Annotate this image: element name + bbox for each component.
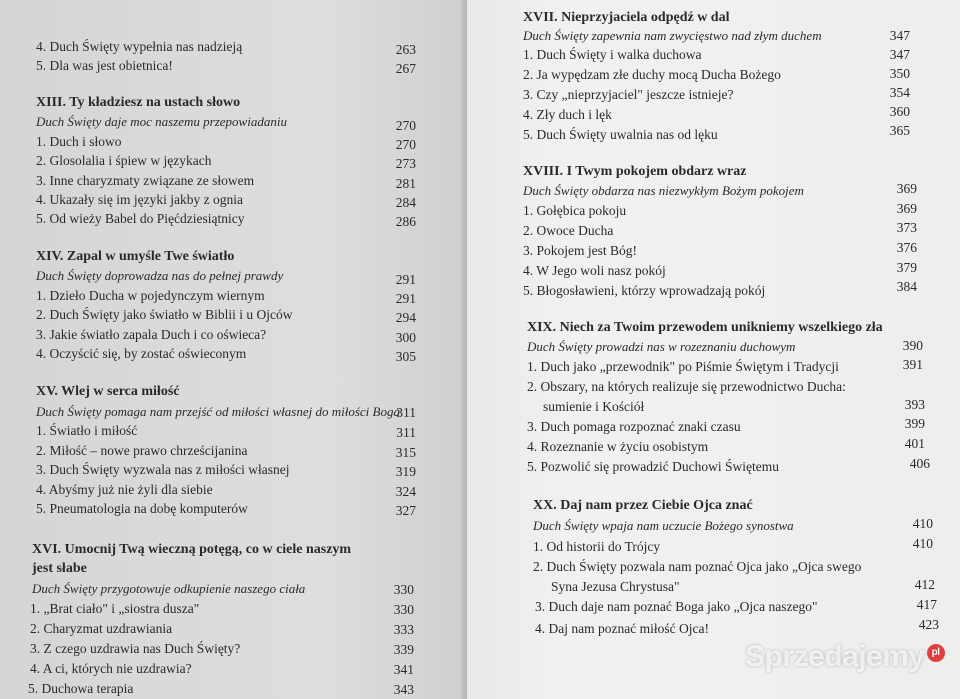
- toc-entry: 3. Jakie światło zapala Duch i co oświeca?: [36, 327, 267, 342]
- page-number: 327: [395, 503, 416, 518]
- toc-entry: 3. Duch daje nam poznać Boga jako „Ojca naszego": [535, 599, 818, 614]
- page-number: 354: [889, 85, 910, 100]
- page-number: 263: [395, 42, 416, 57]
- toc-entry: 1. „Brat ciało" i „siostra dusza": [30, 601, 200, 616]
- page-number: 339: [393, 642, 414, 657]
- toc-entry: 2. Owoce Ducha: [523, 223, 614, 238]
- toc-entry: 1. Dzieło Ducha w pojedynczym wiernym: [36, 288, 265, 303]
- toc-entry: 1. Duch i słowo: [36, 134, 122, 149]
- page-number: 305: [395, 349, 416, 364]
- page-number: 401: [904, 436, 925, 451]
- toc-entry-continued: sumienie i Kościół: [543, 399, 645, 414]
- chapter-subtitle: Duch Święty zapewnia nam zwycięstwo nad złym duchem: [523, 28, 822, 43]
- toc-entry: 1. Od historii do Trójcy: [533, 539, 661, 554]
- page-number: 379: [896, 260, 917, 275]
- toc-entry: 2. Charyzmat uzdrawiania: [30, 621, 173, 636]
- page-number: 286: [395, 214, 416, 229]
- toc-entry: 4. Oczyścić się, by zostać oświeconym: [36, 346, 247, 361]
- toc-entry: 2. Duch Święty pozwala nam poznać Ojca jako „Ojca swego: [533, 559, 862, 574]
- page-number: 319: [395, 464, 416, 479]
- page-number: 267: [395, 61, 416, 76]
- toc-entry: 4. Ukazały się im języki jakby z ognia: [36, 192, 243, 207]
- page-number: 284: [395, 195, 416, 210]
- toc-entry-continued: Syna Jezusa Chrystusa": [551, 579, 680, 594]
- chapter-heading: XIX. Niech za Twoim przewodem unikniemy wszelkiego zła: [527, 320, 883, 335]
- page-number: 412: [914, 577, 935, 592]
- toc-entry: 5. Dla was jest obietnica!: [36, 58, 173, 73]
- toc-entry: 2. Obszary, na których realizuje się przewodnictwo Ducha:: [527, 379, 846, 394]
- page-number: 406: [909, 456, 930, 471]
- toc-entry: 1. Duch Święty i walka duchowa: [523, 47, 702, 62]
- toc-entry: 2. Duch Święty jako światło w Biblii i u Ojców: [36, 307, 293, 322]
- page-number: 417: [916, 597, 937, 612]
- toc-entry: 4. Rozeznanie w życiu osobistym: [527, 439, 709, 454]
- chapter-heading: XIII. Ty kładziesz na ustach słowo: [36, 95, 241, 110]
- page-number: 311: [396, 425, 416, 440]
- toc-entry: 4. Daj nam poznać miłość Ojca!: [535, 621, 709, 636]
- right-page: [467, 0, 960, 699]
- chapter-heading: XVII. Nieprzyjaciela odpędź w dal: [523, 10, 730, 25]
- toc-entry: 3. Inne charyzmaty związane ze słowem: [36, 173, 255, 188]
- page-number: 410: [912, 516, 933, 531]
- page-number: 291: [395, 272, 416, 287]
- toc-entry: 1. Gołębica pokoju: [523, 203, 627, 218]
- page-number: 365: [889, 123, 910, 138]
- chapter-subtitle: Duch Święty doprowadza nas do pełnej prawdy: [36, 268, 284, 283]
- left-page: [0, 0, 467, 699]
- chapter-heading: XIV. Zapal w umyśle Twe światło: [36, 249, 235, 264]
- chapter-heading: XV. Wlej w serca miłość: [36, 384, 180, 399]
- toc-entry: 3. Czy „nieprzyjaciel" jeszcze istnieje?: [523, 87, 734, 102]
- page-number: 393: [904, 397, 925, 412]
- chapter-subtitle: Duch Święty obdarza nas niezwykłym Bożym pokojem: [523, 183, 804, 198]
- page-number: 360: [889, 104, 910, 119]
- toc-entry: 2. Miłość – nowe prawo chrześcijanina: [36, 443, 248, 458]
- page-number: 369: [896, 201, 917, 216]
- toc-entry: 4. Duch Święty wypełnia nas nadzieją: [36, 39, 243, 54]
- toc-entry: 1. Światło i miłość: [36, 423, 138, 438]
- toc-entry: 5. Błogosławieni, którzy wprowadzają pokój: [523, 283, 766, 298]
- page-number: 330: [393, 582, 414, 597]
- page-number: 291: [395, 291, 416, 306]
- page-number: 347: [889, 28, 910, 43]
- toc-entry: 4. Abyśmy już nie żyli dla siebie: [36, 482, 213, 497]
- page-number: 423: [918, 617, 939, 632]
- chapter-subtitle: Duch Święty przygotowuje odkupienie naszego ciała: [32, 581, 306, 596]
- toc-entry: 3. Duch Święty wyzwala nas z miłości własnej: [36, 462, 290, 477]
- chapter-subtitle: Duch Święty wpaja nam uczucie Bożego synostwa: [533, 518, 794, 533]
- page-number: 347: [889, 47, 910, 62]
- toc-entry: 5. Pozwolić się prowadzić Duchowi Świętemu: [527, 459, 779, 474]
- page-number: 399: [904, 416, 925, 431]
- page-number: 315: [395, 445, 416, 460]
- page-number: 270: [395, 118, 416, 133]
- page-number: 300: [395, 330, 416, 345]
- chapter-subtitle: Duch Święty prowadzi nas w rozeznaniu duchowym: [527, 339, 796, 354]
- toc-entry: 3. Pokojem jest Bóg!: [523, 243, 637, 258]
- chapter-heading: XVIII. I Twym pokojem obdarz wraz: [523, 164, 747, 179]
- chapter-heading: XVI. Umocnij Twą wieczną potęgą, co w ciele naszym: [32, 542, 352, 557]
- page-number: 270: [395, 137, 416, 152]
- toc-entry: 5. Duchowa terapia: [28, 681, 134, 696]
- toc-entry: 4. A ci, których nie uzdrawia?: [30, 661, 192, 676]
- toc-entry: 4. W Jego woli nasz pokój: [523, 263, 666, 278]
- page-number: 350: [889, 66, 910, 81]
- page-number: 333: [393, 622, 414, 637]
- chapter-subtitle: Duch Święty daje moc naszemu przepowiadaniu: [36, 114, 287, 129]
- toc-entry: 5. Duch Święty uwalnia nas od lęku: [523, 127, 718, 142]
- page-number: 410: [912, 536, 933, 551]
- toc-entry: 2. Ja wypędzam złe duchy mocą Ducha Bożego: [523, 67, 781, 82]
- page-number: 390: [902, 338, 923, 353]
- sprzedajemy-watermark: [745, 640, 945, 684]
- page-number: 376: [896, 240, 917, 255]
- page-number: 311: [396, 405, 416, 420]
- page-number: 341: [393, 662, 414, 677]
- watermark-text: Sprzedajemy: [745, 640, 925, 673]
- watermark-badge: pl: [927, 644, 945, 662]
- toc-entry: 3. Z czego uzdrawia nas Duch Święty?: [30, 641, 241, 656]
- page-number: 324: [395, 484, 416, 499]
- page-number: 373: [896, 220, 917, 235]
- page-number: 294: [395, 310, 416, 325]
- toc-entry: 3. Duch pomaga rozpoznać znaki czasu: [527, 419, 741, 434]
- chapter-subtitle: Duch Święty pomaga nam przejść od miłości własnej do miłości Boga: [36, 404, 400, 419]
- toc-entry: 5. Pneumatologia na dobę komputerów: [36, 501, 248, 516]
- chapter-heading: XX. Daj nam przez Ciebie Ojca znać: [533, 498, 753, 513]
- chapter-heading-continued: jest słabe: [32, 561, 87, 576]
- toc-entry: 2. Glosolalia i śpiew w językach: [36, 153, 212, 168]
- page-number: 391: [902, 357, 923, 372]
- page-number: 369: [896, 181, 917, 196]
- toc-entry: 1. Duch jako „przewodnik" po Piśmie Świętym i Tradycji: [527, 359, 839, 374]
- toc-entry: 5. Od wieży Babel do Pięćdziesiątnicy: [36, 211, 245, 226]
- page-number: 273: [395, 156, 416, 171]
- page-number: 343: [393, 682, 414, 697]
- page-number: 281: [395, 176, 416, 191]
- page-number: 330: [393, 602, 414, 617]
- page-number: 384: [896, 279, 917, 294]
- toc-entry: 4. Zły duch i lęk: [523, 107, 612, 122]
